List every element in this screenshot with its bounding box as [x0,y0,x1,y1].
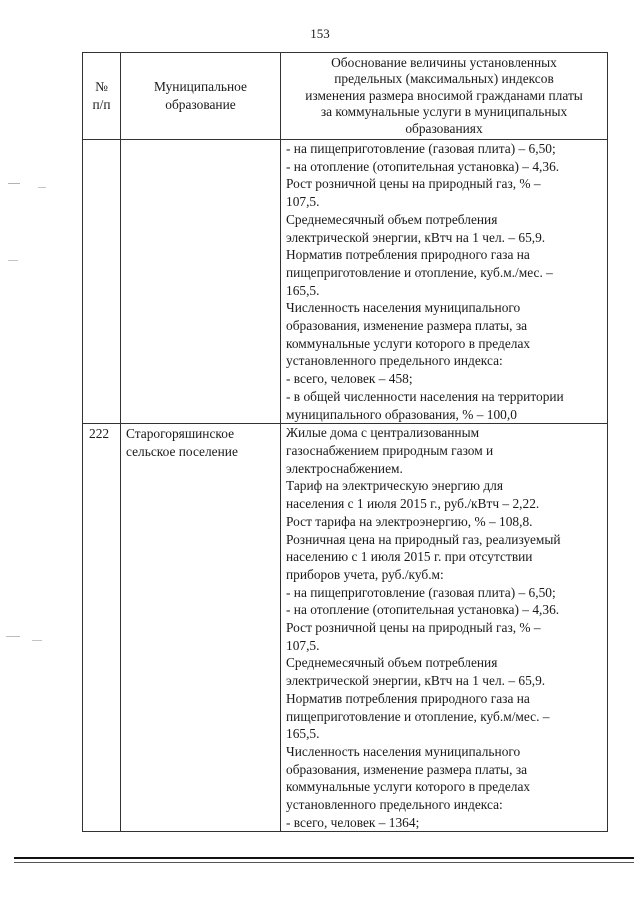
header-justification-line: образованиях [405,120,483,136]
scan-mark [38,187,46,188]
header-municipality [121,53,281,140]
header-num [83,53,121,140]
header-justification-line: предельных (максимальных) индексов [334,71,554,87]
justification-line: электроснабжением. [286,460,403,476]
scan-mark [8,183,20,184]
justification-line: - на отопление (отопительная установка) – 4,36. [286,602,560,618]
row-number: 222 [83,424,121,832]
header-municipality-line: Муниципальное [154,79,247,95]
justification-line: Жилые дома с централизованным [286,425,480,441]
table-header-row [83,53,608,140]
justification-line: - на отопление (отопительная установка) – 4,36. [286,158,560,174]
justification-line: Розничная цена на природный газ, реализуемый [286,531,561,547]
justification-line: Рост розничной цены на природный газ, % – [286,176,541,192]
justification-line: Среднемесячный объем потребления [286,655,498,671]
municipality-line: сельское поселение [126,443,238,459]
scan-mark [8,260,18,261]
justification-line: 165,5. [286,282,320,298]
justification-line: населения с 1 июля 2015 г., руб./кВтч – 2,22. [286,496,540,512]
row-municipality [121,424,281,832]
justification-line: Среднемесячный объем потребления [286,211,498,227]
justification-line: установленного предельного индекса: [286,353,503,369]
justification-line: Рост розничной цены на природный газ, % – [286,620,541,636]
header-num-line: п/п [92,97,111,113]
justification-line: Численность населения муниципального [286,300,521,316]
header-municipality-line: образование [165,97,236,113]
justification-line: Рост тарифа на электроэнергию, % – 108,8. [286,513,533,529]
header-justification-line: за коммунальные услуги в муниципальных [320,104,568,120]
justification-line: пищеприготовление и отопление, куб.м./мес. – [286,264,553,280]
justification-line: - всего, человек – 1364; [286,814,420,830]
justification-line: электрической энергии, кВтч на 1 чел. – 65,9. [286,229,546,245]
justification-line: коммунальные услуги которого в пределах [286,779,531,795]
row-municipality [121,140,281,424]
justification-line: Норматив потребления природного газа на [286,247,530,263]
municipality-line: Старогоряшинское [126,426,235,442]
bottom-rule-thin [14,862,634,863]
row-justification [281,424,608,832]
page-number: 153 [310,26,330,41]
justification-line: образования, изменение размера платы, за [286,318,528,334]
justification-line: населению с 1 июля 2015 г. при отсутствии [286,549,533,565]
justification-line: приборов учета, руб./куб.м: [286,566,444,582]
scan-mark [32,640,42,641]
justification-line: коммунальные услуги которого в пределах [286,335,531,351]
justification-line: - всего, человек – 458; [286,371,413,387]
justification-line: 165,5. [286,726,320,742]
header-justification-line: изменения размера вносимой гражданами платы [305,87,583,103]
justification-line: газоснабжением природным газом и [286,442,494,458]
justification-line: - в общей численности населения на территории [286,388,564,404]
justification-line: установленного предельного индекса: [286,797,503,813]
justification-line: электрической энергии, кВтч на 1 чел. – 65,9. [286,673,546,689]
header-justification-line: Обоснование величины установленных [331,55,557,70]
justification-line: 107,5. [286,637,320,653]
header-num-line: № [95,79,108,95]
bottom-rule [14,857,634,859]
table-row [83,424,608,832]
scan-mark [6,636,20,637]
justification-line: Норматив потребления природного газа на [286,690,530,706]
indices-table [82,52,608,832]
row-number [83,140,121,424]
justification-line: пищеприготовление и отопление, куб.м/мес. – [286,708,550,724]
justification-line: Тариф на электрическую энергию для [286,478,504,494]
row-justification [281,140,608,424]
justification-line: 107,5. [286,194,320,210]
justification-line: - на пищеприготовление (газовая плита) – 6,50; [286,584,556,600]
justification-line: Численность населения муниципального [286,743,521,759]
header-justification [281,53,608,140]
justification-line: муниципального образования, % – 100,0 [286,406,517,422]
table-row [83,140,608,424]
justification-line: - на пищеприготовление (газовая плита) – 6,50; [286,141,556,157]
justification-line: образования, изменение размера платы, за [286,761,528,777]
